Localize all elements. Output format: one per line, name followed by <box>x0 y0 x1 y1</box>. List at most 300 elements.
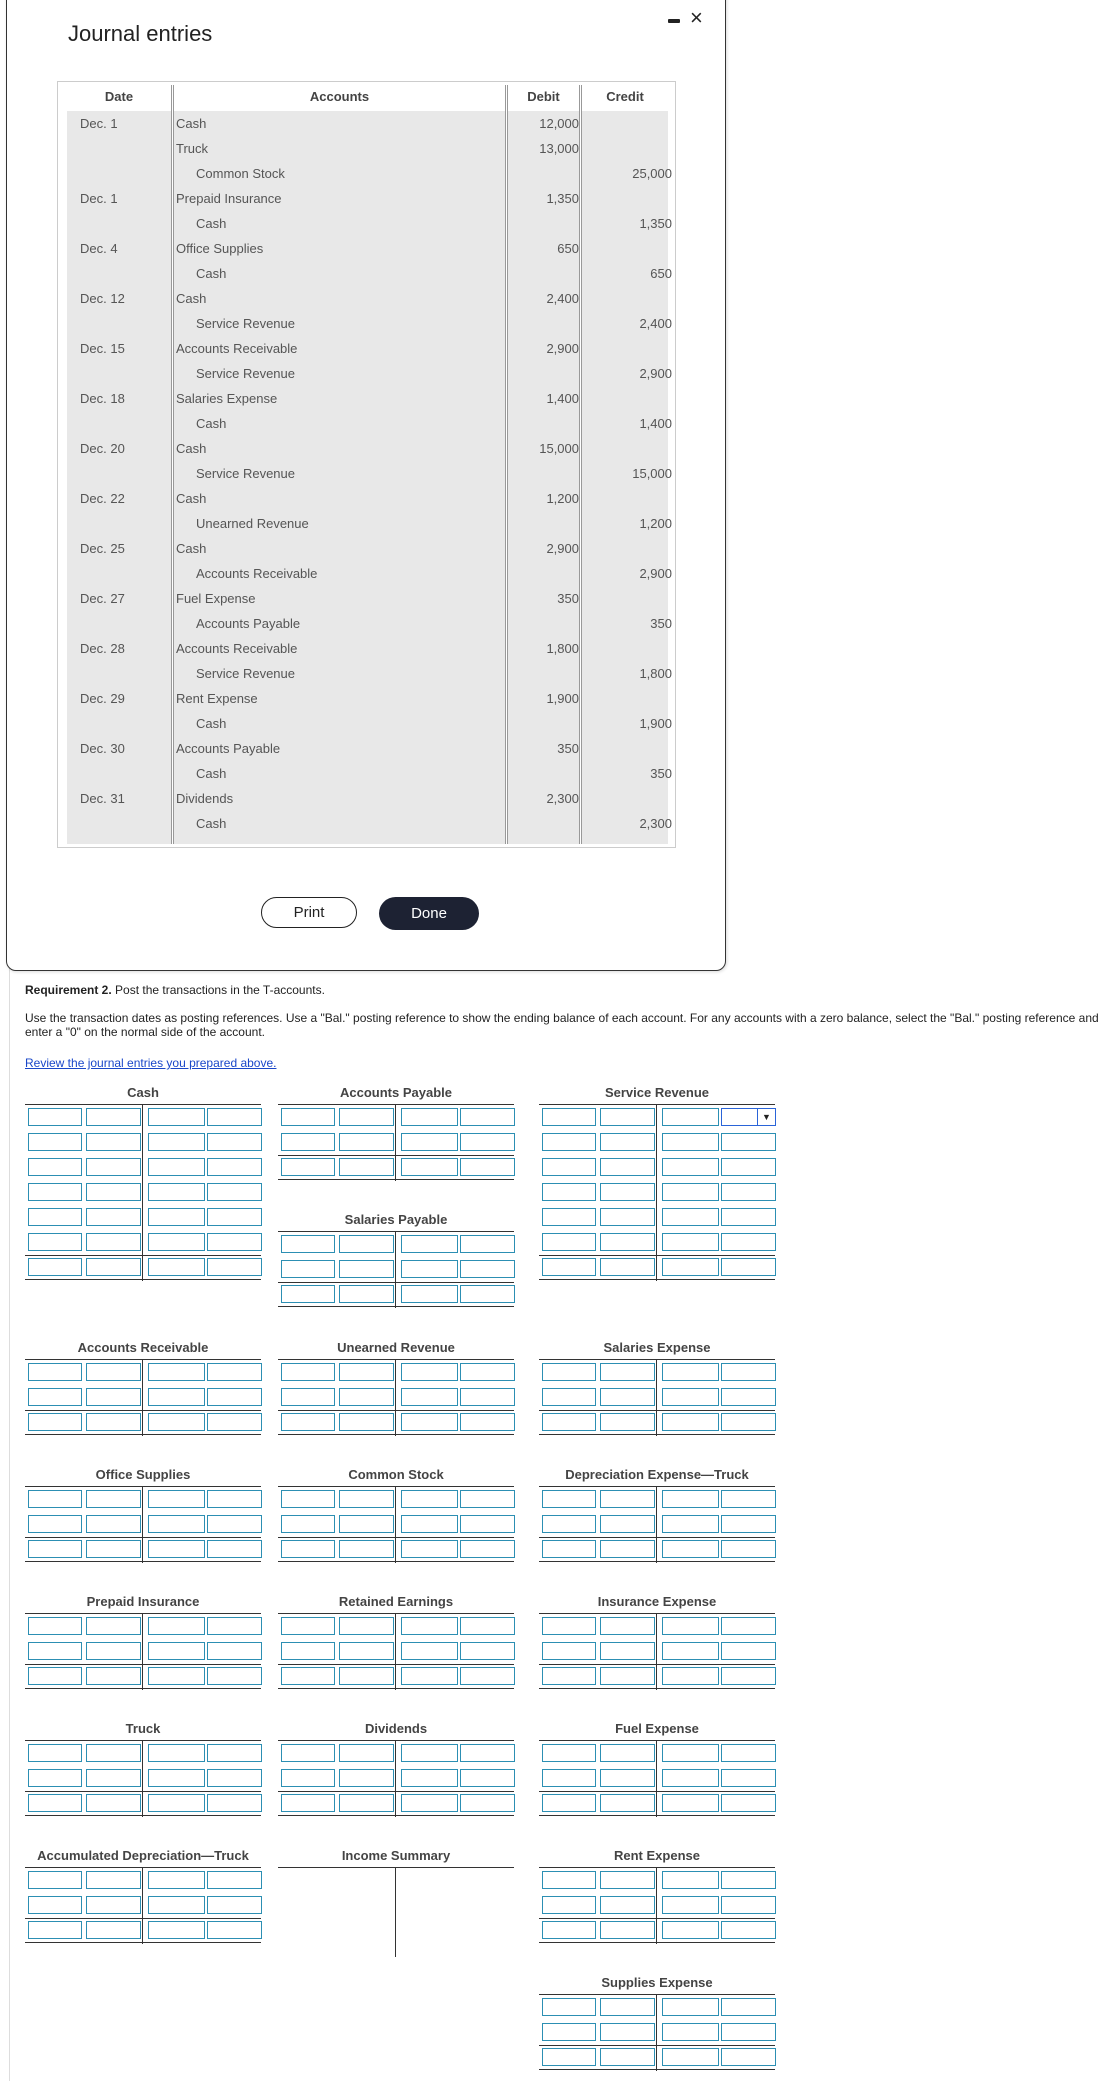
credit-ref-input[interactable] <box>148 1642 205 1660</box>
debit-amount-input[interactable] <box>600 1158 655 1176</box>
credit-ref-input[interactable] <box>148 1794 205 1812</box>
debit-amount-input[interactable] <box>339 1285 394 1303</box>
credit-amount-input[interactable] <box>460 1490 515 1508</box>
debit-amount-input[interactable] <box>86 1896 141 1914</box>
credit-ref-input[interactable] <box>148 1515 205 1533</box>
debit-ref-input[interactable] <box>281 1667 335 1685</box>
credit-ref-input[interactable] <box>662 1769 719 1787</box>
credit-ref-input[interactable] <box>148 1540 205 1558</box>
debit-ref-input[interactable] <box>542 1108 596 1126</box>
balance-double-line <box>539 1434 775 1435</box>
credit-amount-input[interactable] <box>207 1158 262 1176</box>
credit-ref-input[interactable] <box>148 1413 205 1431</box>
credit-amount-input[interactable] <box>460 1388 515 1406</box>
credit-amount-input[interactable] <box>207 1183 262 1201</box>
debit-amount-input[interactable] <box>339 1667 394 1685</box>
debit-amount-input[interactable] <box>86 1769 141 1787</box>
credit-ref-input[interactable] <box>662 1363 719 1381</box>
debit-ref-input[interactable] <box>542 1871 596 1889</box>
debit-amount-input[interactable] <box>339 1617 394 1635</box>
credit-ref-input[interactable] <box>662 1921 719 1939</box>
credit-ref-input[interactable] <box>401 1617 458 1635</box>
debit-ref-input[interactable] <box>28 1871 82 1889</box>
credit-ref-input[interactable] <box>401 1515 458 1533</box>
credit-ref-input[interactable] <box>662 1871 719 1889</box>
credit-ref-input[interactable] <box>662 1233 719 1251</box>
debit-amount-input[interactable] <box>86 1388 141 1406</box>
debit-ref-input[interactable] <box>28 1744 82 1762</box>
debit-amount-input[interactable] <box>600 1363 655 1381</box>
credit-ref-input[interactable] <box>662 1617 719 1635</box>
debit-ref-input[interactable] <box>281 1133 335 1151</box>
journal-account: Cash <box>196 766 227 781</box>
credit-ref-input[interactable] <box>401 1388 458 1406</box>
credit-ref-input[interactable] <box>148 1744 205 1762</box>
debit-ref-input[interactable] <box>542 1921 596 1939</box>
credit-amount-input[interactable] <box>460 1744 515 1762</box>
credit-amount-input[interactable] <box>207 1642 262 1660</box>
credit-ref-input[interactable] <box>662 1667 719 1685</box>
credit-amount-input[interactable] <box>207 1744 262 1762</box>
debit-ref-input[interactable] <box>542 1769 596 1787</box>
journal-row <box>58 161 675 186</box>
debit-ref-input[interactable] <box>281 1413 335 1431</box>
debit-amount-input[interactable] <box>339 1108 394 1126</box>
debit-amount-input[interactable] <box>600 1233 655 1251</box>
debit-ref-input[interactable] <box>28 1617 82 1635</box>
credit-amount-input[interactable] <box>721 1515 776 1533</box>
debit-ref-input[interactable] <box>281 1515 335 1533</box>
debit-ref-input[interactable] <box>28 1642 82 1660</box>
credit-amount-input[interactable] <box>207 1667 262 1685</box>
credit-ref-input[interactable] <box>662 1388 719 1406</box>
debit-ref-input[interactable] <box>542 1413 596 1431</box>
credit-amount-input[interactable] <box>721 1258 776 1276</box>
journal-credit: 1,800 <box>639 666 672 681</box>
credit-ref-input[interactable] <box>401 1260 458 1278</box>
debit-amount-input[interactable] <box>600 1258 655 1276</box>
debit-ref-input[interactable] <box>542 1158 596 1176</box>
debit-ref-input[interactable] <box>281 1235 335 1253</box>
debit-amount-input[interactable] <box>339 1235 394 1253</box>
journal-account: Salaries Expense <box>176 391 278 406</box>
debit-ref-input[interactable] <box>281 1260 335 1278</box>
credit-amount-input[interactable] <box>207 1896 262 1914</box>
credit-amount-input[interactable] <box>207 1490 262 1508</box>
debit-amount-input[interactable] <box>600 1388 655 1406</box>
credit-ref-input[interactable] <box>662 1258 719 1276</box>
debit-ref-input[interactable] <box>28 1515 82 1533</box>
debit-amount-input[interactable] <box>600 1667 655 1685</box>
debit-amount-input[interactable] <box>339 1540 394 1558</box>
credit-amount-input[interactable] <box>460 1133 515 1151</box>
debit-amount-input[interactable] <box>339 1388 394 1406</box>
credit-amount-input[interactable] <box>721 1871 776 1889</box>
debit-amount-input[interactable] <box>339 1363 394 1381</box>
debit-ref-input[interactable] <box>28 1108 82 1126</box>
debit-ref-input[interactable] <box>281 1285 335 1303</box>
credit-ref-input[interactable] <box>148 1208 205 1226</box>
credit-amount-input[interactable] <box>207 1233 262 1251</box>
credit-amount-input[interactable] <box>721 1133 776 1151</box>
debit-amount-input[interactable] <box>600 1617 655 1635</box>
journal-account: Unearned Revenue <box>196 516 309 531</box>
debit-ref-input[interactable] <box>281 1617 335 1635</box>
credit-amount-input[interactable] <box>460 1285 515 1303</box>
debit-amount-input[interactable] <box>86 1183 141 1201</box>
debit-ref-input[interactable] <box>542 1133 596 1151</box>
debit-amount-input[interactable] <box>86 1413 141 1431</box>
credit-amount-input[interactable] <box>207 1794 262 1812</box>
debit-amount-input[interactable] <box>600 2048 655 2066</box>
debit-amount-input[interactable] <box>600 1896 655 1914</box>
header-credit: Credit <box>582 82 668 111</box>
debit-amount-input[interactable] <box>600 1998 655 2016</box>
debit-amount-input[interactable] <box>339 1794 394 1812</box>
credit-ref-input[interactable] <box>662 1413 719 1431</box>
credit-amount-input[interactable] <box>721 1158 776 1176</box>
credit-amount-input[interactable] <box>460 1540 515 1558</box>
debit-ref-input[interactable] <box>28 1794 82 1812</box>
debit-ref-input[interactable] <box>28 1896 82 1914</box>
credit-ref-input[interactable] <box>662 1744 719 1762</box>
journal-date: Dec. 25 <box>80 541 125 556</box>
journal-date: Dec. 18 <box>80 391 125 406</box>
debit-ref-input[interactable] <box>281 1388 335 1406</box>
credit-ref-input[interactable] <box>401 1158 458 1176</box>
debit-ref-input[interactable] <box>542 1744 596 1762</box>
debit-amount-input[interactable] <box>600 1540 655 1558</box>
minimize-icon[interactable] <box>668 19 680 23</box>
debit-ref-input[interactable] <box>28 1667 82 1685</box>
debit-amount-input[interactable] <box>86 1490 141 1508</box>
credit-amount-input[interactable] <box>721 2048 776 2066</box>
credit-ref-input[interactable] <box>401 1133 458 1151</box>
debit-amount-input[interactable] <box>600 1490 655 1508</box>
debit-amount-input[interactable] <box>86 1617 141 1635</box>
debit-amount-input[interactable] <box>86 1233 141 1251</box>
debit-ref-input[interactable] <box>28 1133 82 1151</box>
credit-ref-input[interactable] <box>401 1667 458 1685</box>
done-button[interactable]: Done <box>379 897 479 930</box>
credit-ref-input[interactable] <box>148 1388 205 1406</box>
credit-amount-input[interactable] <box>721 1667 776 1685</box>
debit-ref-input[interactable] <box>542 2048 596 2066</box>
credit-ref-input[interactable] <box>148 1871 205 1889</box>
credit-ref-input[interactable] <box>401 1744 458 1762</box>
credit-amount-input[interactable] <box>207 1413 262 1431</box>
credit-ref-input[interactable] <box>148 1896 205 1914</box>
credit-amount-input[interactable] <box>721 1998 776 2016</box>
debit-ref-input[interactable] <box>28 1183 82 1201</box>
debit-ref-input[interactable] <box>281 1490 335 1508</box>
credit-ref-input[interactable] <box>401 1285 458 1303</box>
debit-ref-input[interactable] <box>542 1896 596 1914</box>
debit-ref-input[interactable] <box>542 1540 596 1558</box>
debit-amount-input[interactable] <box>86 1158 141 1176</box>
taccount-title: Supplies Expense <box>601 1975 713 1990</box>
credit-amount-input[interactable] <box>721 1794 776 1812</box>
journal-date: Dec. 15 <box>80 341 125 356</box>
debit-amount-input[interactable] <box>600 1133 655 1151</box>
credit-ref-input[interactable] <box>148 1667 205 1685</box>
debit-amount-input[interactable] <box>86 1642 141 1660</box>
credit-amount-input[interactable] <box>207 1388 262 1406</box>
debit-ref-input[interactable] <box>542 1642 596 1660</box>
credit-amount-input[interactable] <box>721 2023 776 2041</box>
taccount-top-line <box>278 1231 514 1232</box>
credit-ref-input[interactable] <box>148 1921 205 1939</box>
credit-ref-input[interactable] <box>662 1515 719 1533</box>
credit-amount-input[interactable] <box>721 1363 776 1381</box>
credit-amount-input[interactable] <box>721 1540 776 1558</box>
debit-amount-input[interactable] <box>339 1158 394 1176</box>
debit-amount-input[interactable] <box>339 1515 394 1533</box>
credit-ref-input[interactable] <box>148 1183 205 1201</box>
debit-ref-input[interactable] <box>28 1258 82 1276</box>
debit-ref-input[interactable] <box>28 1413 82 1431</box>
credit-amount-input[interactable] <box>207 1258 262 1276</box>
credit-ref-input[interactable] <box>401 1490 458 1508</box>
debit-ref-input[interactable] <box>542 2023 596 2041</box>
credit-amount-input[interactable] <box>721 1183 776 1201</box>
credit-ref-input[interactable] <box>662 1794 719 1812</box>
credit-amount-input[interactable] <box>207 1540 262 1558</box>
debit-amount-input[interactable] <box>600 1108 655 1126</box>
debit-ref-input[interactable] <box>281 1108 335 1126</box>
credit-ref-input[interactable] <box>662 1540 719 1558</box>
debit-ref-input[interactable] <box>28 1158 82 1176</box>
debit-ref-input[interactable] <box>542 1388 596 1406</box>
balance-line <box>539 1791 775 1792</box>
debit-amount-input[interactable] <box>339 1490 394 1508</box>
journal-account: Cash <box>196 216 227 231</box>
debit-amount-input[interactable] <box>600 1744 655 1762</box>
credit-ref-input[interactable] <box>401 1794 458 1812</box>
credit-ref-input[interactable] <box>401 1540 458 1558</box>
debit-ref-input[interactable] <box>542 1490 596 1508</box>
debit-amount-input[interactable] <box>339 1260 394 1278</box>
credit-ref-input[interactable] <box>401 1642 458 1660</box>
credit-ref-input[interactable] <box>401 1235 458 1253</box>
debit-amount-input[interactable] <box>600 1515 655 1533</box>
balance-line <box>539 1918 775 1919</box>
taccount-top-line <box>539 1994 775 1995</box>
debit-ref-input[interactable] <box>28 1388 82 1406</box>
debit-ref-input[interactable] <box>28 1921 82 1939</box>
credit-ref-input[interactable] <box>148 1108 205 1126</box>
journal-row <box>58 536 675 561</box>
credit-ref-input[interactable] <box>148 1258 205 1276</box>
credit-ref-input[interactable] <box>148 1769 205 1787</box>
debit-amount-input[interactable] <box>86 1871 141 1889</box>
credit-ref-input[interactable] <box>662 1642 719 1660</box>
credit-amount-input[interactable] <box>207 1617 262 1635</box>
credit-amount-input[interactable] <box>721 1769 776 1787</box>
credit-amount-input[interactable] <box>207 1921 262 1939</box>
debit-ref-input[interactable] <box>281 1642 335 1660</box>
credit-amount-input[interactable] <box>460 1158 515 1176</box>
credit-ref-input[interactable] <box>148 1133 205 1151</box>
credit-amount-input[interactable] <box>460 1515 515 1533</box>
credit-amount-input[interactable] <box>721 1642 776 1660</box>
debit-amount-input[interactable] <box>86 1540 141 1558</box>
debit-amount-input[interactable] <box>339 1642 394 1660</box>
credit-ref-input[interactable] <box>148 1233 205 1251</box>
debit-amount-input[interactable] <box>86 1515 141 1533</box>
debit-amount-input[interactable] <box>600 1921 655 1939</box>
credit-ref-input[interactable] <box>662 2023 719 2041</box>
credit-amount-input[interactable] <box>721 1233 776 1251</box>
credit-amount-input[interactable] <box>460 1769 515 1787</box>
credit-amount-input[interactable] <box>207 1108 262 1126</box>
credit-ref-input[interactable] <box>148 1490 205 1508</box>
debit-amount-input[interactable] <box>86 1258 141 1276</box>
debit-ref-input[interactable] <box>28 1490 82 1508</box>
debit-ref-input[interactable] <box>28 1769 82 1787</box>
debit-ref-input[interactable] <box>281 1158 335 1176</box>
debit-amount-input[interactable] <box>600 1208 655 1226</box>
credit-ref-input[interactable] <box>148 1617 205 1635</box>
credit-amount-input[interactable] <box>207 1208 262 1226</box>
credit-amount-input[interactable] <box>207 1871 262 1889</box>
debit-ref-input[interactable] <box>542 1183 596 1201</box>
balance-double-line <box>278 1179 514 1180</box>
debit-ref-input[interactable] <box>542 1667 596 1685</box>
balance-line <box>25 1664 261 1665</box>
credit-amount-input[interactable] <box>460 1794 515 1812</box>
taccount-top-line <box>278 1613 514 1614</box>
journal-date: Dec. 22 <box>80 491 125 506</box>
debit-amount-input[interactable] <box>86 1208 141 1226</box>
credit-ref-input[interactable] <box>401 1413 458 1431</box>
debit-amount-input[interactable] <box>86 1108 141 1126</box>
debit-ref-input[interactable] <box>542 1617 596 1635</box>
credit-ref-input[interactable] <box>662 1108 719 1126</box>
debit-amount-input[interactable] <box>600 1642 655 1660</box>
credit-ref-input[interactable] <box>662 1998 719 2016</box>
balance-double-line <box>278 1306 514 1307</box>
credit-amount-input[interactable] <box>460 1108 515 1126</box>
credit-amount-input[interactable] <box>460 1260 515 1278</box>
debit-ref-input[interactable] <box>281 1769 335 1787</box>
credit-amount-input[interactable] <box>460 1413 515 1431</box>
debit-amount-input[interactable] <box>339 1413 394 1431</box>
credit-ref-input[interactable] <box>148 1363 205 1381</box>
credit-amount-input[interactable] <box>721 1896 776 1914</box>
debit-amount-input[interactable] <box>86 1363 141 1381</box>
debit-ref-input[interactable] <box>281 1540 335 1558</box>
taccount-title: Depreciation Expense—Truck <box>565 1467 749 1482</box>
credit-ref-input[interactable] <box>662 1158 719 1176</box>
debit-ref-input[interactable] <box>28 1208 82 1226</box>
journal-account: Service Revenue <box>196 316 295 331</box>
balance-double-line <box>539 1942 775 1943</box>
credit-amount-input[interactable] <box>721 1413 776 1431</box>
credit-ref-input[interactable] <box>662 1133 719 1151</box>
journal-credit: 2,900 <box>639 566 672 581</box>
credit-amount-input[interactable] <box>207 1769 262 1787</box>
taccount-title: Accounts Receivable <box>77 1340 209 1355</box>
debit-amount-input[interactable] <box>86 1794 141 1812</box>
credit-ref-input[interactable] <box>662 1896 719 1914</box>
requirement-text: Post the transactions in the T-accounts. <box>111 983 325 997</box>
debit-amount-input[interactable] <box>600 1769 655 1787</box>
debit-ref-input[interactable] <box>542 1998 596 2016</box>
debit-ref-input[interactable] <box>28 1540 82 1558</box>
close-icon[interactable]: × <box>690 5 703 30</box>
debit-amount-input[interactable] <box>86 1921 141 1939</box>
debit-amount-input[interactable] <box>339 1133 394 1151</box>
print-button[interactable]: Print <box>261 897 357 928</box>
debit-ref-input[interactable] <box>542 1208 596 1226</box>
credit-amount-input[interactable] <box>721 1744 776 1762</box>
credit-amount-input[interactable] <box>721 1617 776 1635</box>
debit-amount-input[interactable] <box>600 1871 655 1889</box>
credit-amount-input[interactable] <box>721 1490 776 1508</box>
debit-ref-input[interactable] <box>542 1233 596 1251</box>
chevron-down-icon[interactable]: ▼ <box>757 1108 776 1126</box>
taccount-top-line <box>539 1104 775 1105</box>
debit-ref-input[interactable] <box>542 1258 596 1276</box>
debit-amount-input[interactable] <box>86 1133 141 1151</box>
debit-ref-input[interactable] <box>28 1233 82 1251</box>
debit-ref-input[interactable] <box>281 1744 335 1762</box>
debit-amount-input[interactable] <box>600 1794 655 1812</box>
page-left-border <box>9 960 10 2081</box>
credit-ref-input[interactable] <box>401 1363 458 1381</box>
debit-ref-input[interactable] <box>28 1363 82 1381</box>
taccount-title: Cash <box>127 1085 159 1100</box>
debit-ref-input[interactable] <box>281 1363 335 1381</box>
debit-amount-input[interactable] <box>339 1744 394 1762</box>
review-journal-link[interactable]: Review the journal entries you prepared above. <box>25 1056 277 1070</box>
credit-ref-input[interactable] <box>148 1158 205 1176</box>
debit-amount-input[interactable] <box>86 1667 141 1685</box>
debit-amount-input[interactable] <box>600 2023 655 2041</box>
credit-amount-input[interactable] <box>207 1515 262 1533</box>
debit-ref-input[interactable] <box>542 1515 596 1533</box>
balance-double-line <box>278 1434 514 1435</box>
credit-ref-input[interactable] <box>662 2048 719 2066</box>
debit-amount-input[interactable] <box>600 1183 655 1201</box>
credit-amount-input[interactable] <box>460 1642 515 1660</box>
taccount-center-line <box>656 1867 657 1944</box>
debit-amount-input[interactable] <box>600 1413 655 1431</box>
debit-ref-input[interactable] <box>281 1794 335 1812</box>
credit-amount-input[interactable] <box>460 1617 515 1635</box>
credit-ref-input[interactable] <box>401 1769 458 1787</box>
credit-amount-input[interactable] <box>721 1388 776 1406</box>
credit-amount-input[interactable] <box>460 1363 515 1381</box>
debit-ref-input[interactable] <box>542 1794 596 1812</box>
debit-ref-input[interactable] <box>542 1363 596 1381</box>
credit-amount-input[interactable] <box>721 1208 776 1226</box>
credit-ref-input[interactable] <box>401 1108 458 1126</box>
credit-ref-input[interactable] <box>662 1183 719 1201</box>
credit-amount-input[interactable] <box>207 1363 262 1381</box>
balance-line <box>278 1155 514 1156</box>
debit-amount-input[interactable] <box>86 1744 141 1762</box>
credit-ref-input[interactable] <box>662 1208 719 1226</box>
credit-amount-input[interactable] <box>460 1667 515 1685</box>
debit-amount-input[interactable] <box>339 1769 394 1787</box>
credit-ref-input[interactable] <box>662 1490 719 1508</box>
credit-amount-input[interactable] <box>207 1133 262 1151</box>
credit-amount-input[interactable] <box>721 1921 776 1939</box>
credit-amount-input[interactable] <box>460 1235 515 1253</box>
journal-table <box>57 81 676 848</box>
